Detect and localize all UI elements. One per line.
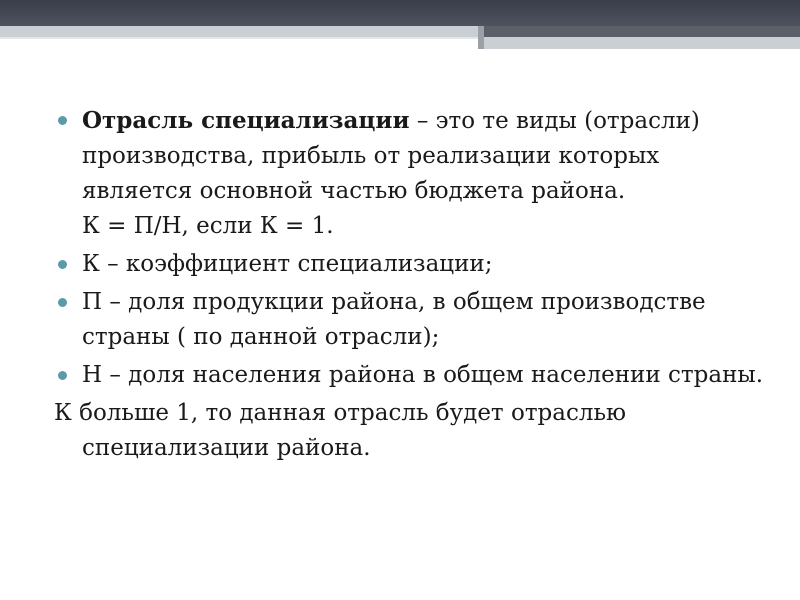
definition-text: – это те виды (отрасли) производства, прибыль от реализации которых является основной частью бюджета района. <box>82 108 700 204</box>
definition-term: Отрасль специализации <box>82 107 410 134</box>
conclusion-line-1: К больше 1, то данная отрасль будет отраслью <box>54 400 627 426</box>
bullet-dot-icon <box>58 116 67 125</box>
bullet-item-p <box>54 285 764 355</box>
bullet-text-p: П – доля продукции района, в общем производстве страны ( по данной отрасли); <box>82 289 706 350</box>
header-bar-dark <box>0 0 800 26</box>
bullet-text-k: К – коэффициент специализации; <box>82 251 493 277</box>
slide-body <box>54 103 764 466</box>
bullet-text-n: Н – доля населения района в общем населении страны. <box>82 362 764 388</box>
bullet-item-n <box>54 358 764 393</box>
conclusion-line-2: специализации района. <box>82 435 371 461</box>
formula-text: К = П/Н, если К = 1. <box>82 213 334 239</box>
bullet-dot-icon <box>58 298 67 307</box>
bullet-item-definition <box>54 103 764 244</box>
bullet-dot-icon <box>58 260 67 269</box>
bullet-item-k <box>54 247 764 282</box>
conclusion-paragraph <box>54 396 764 466</box>
header-bar-right-dark <box>484 26 800 37</box>
header-bar-right-light <box>484 37 800 49</box>
bullet-dot-icon <box>58 371 67 380</box>
bullet-list <box>54 103 764 393</box>
header-bar-divider <box>478 26 484 49</box>
header-bar-line <box>0 37 484 39</box>
